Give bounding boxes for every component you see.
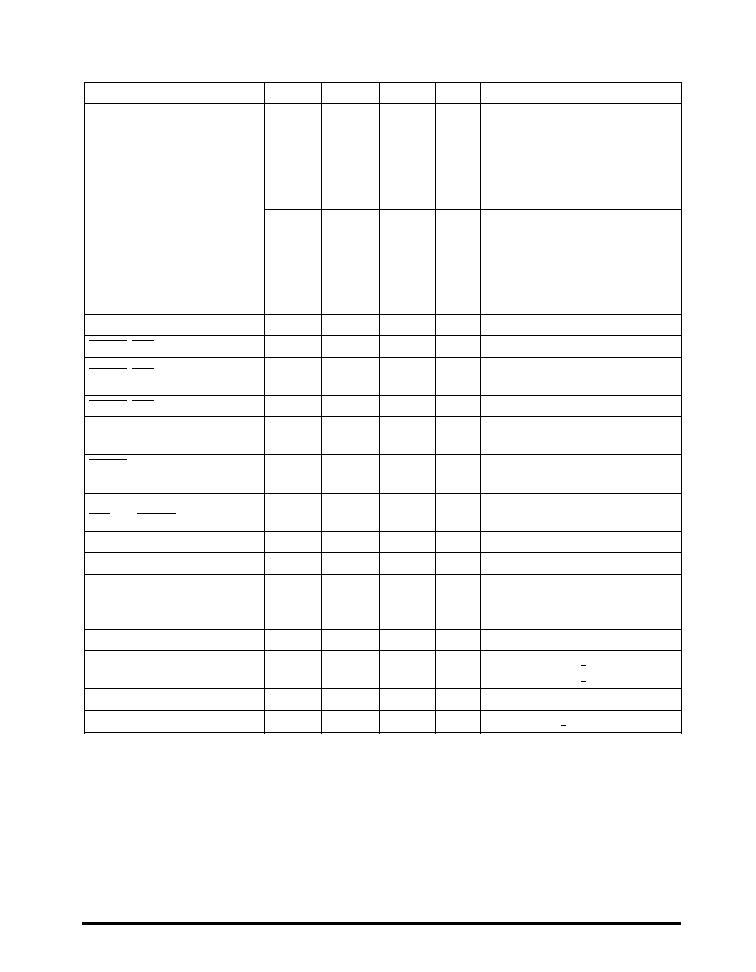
page-footer-rule — [82, 922, 681, 925]
